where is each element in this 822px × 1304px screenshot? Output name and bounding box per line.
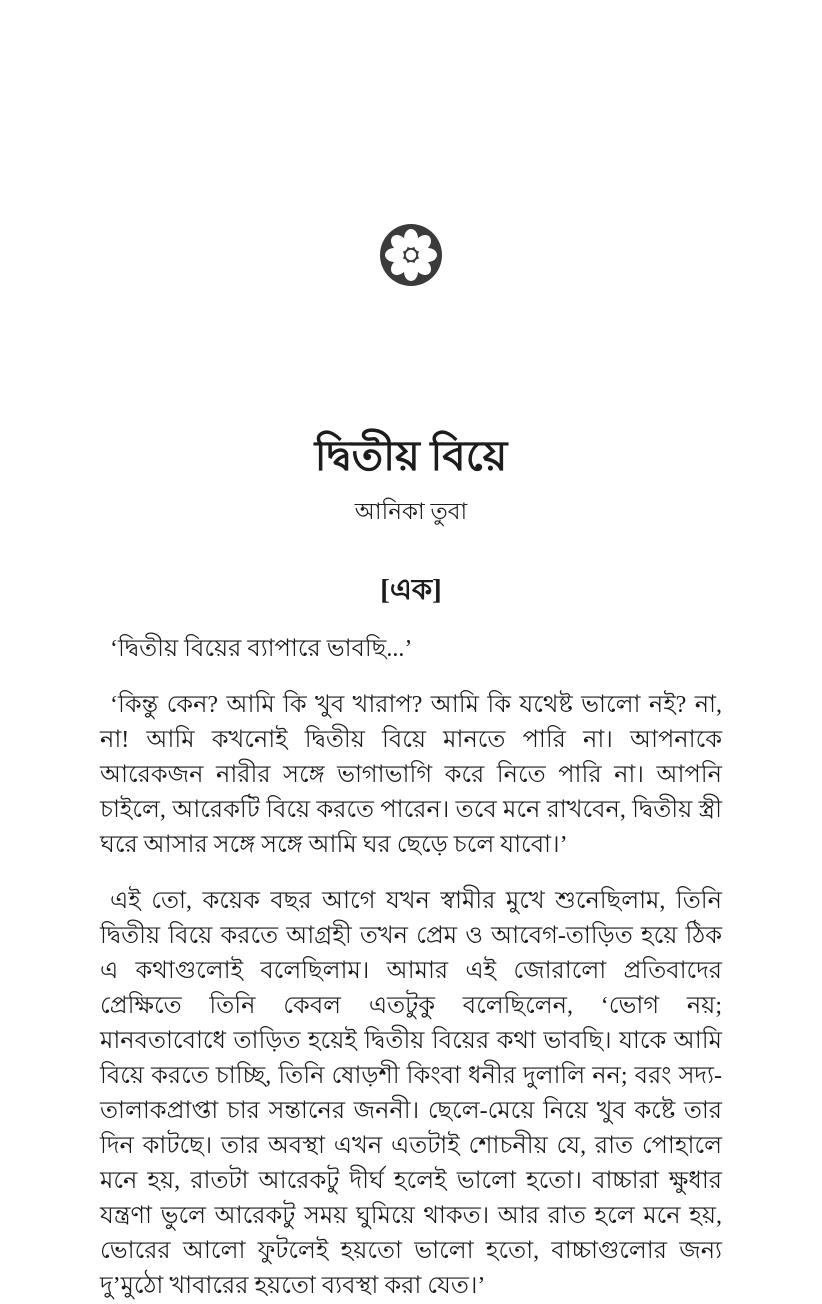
section-heading: [এক] xyxy=(380,574,442,607)
paragraph-wife-quote: ‘কিন্তু কেন? আমি কি খুব খারাপ? আমি কি যথেষ্ট ভালো নই? না, না! আমি কখনোই দ্বিতীয় বিয়ে মানতে পারি না। আপনাকে আরেকজন নারীর সঙ্গে ভাগাভাগি করে নিতে পারি না। আপনি চাইলে, আরেকটি বিয়ে করতে পারেন। তবে মনে রাখবেন, দ্বিতীয় স্ত্রী ঘরে আসার সঙ্গে সঙ্গে আমি ঘর ছেড়ে চলে যাবো।’ xyxy=(100,691,722,858)
flower-ornament-icon xyxy=(378,222,444,293)
author-name: আনিকা তুবা xyxy=(354,498,468,524)
book-title: দ্বিতীয় বিয়ে xyxy=(314,434,508,480)
ornament-container xyxy=(0,0,822,293)
paragraph-narration: এই তো, কয়েক বছর আগে যখন স্বামীর মুখে শুনেছিলাম, তিনি দ্বিতীয় বিয়ে করতে আগ্রহী তখন প্রেম ও আবেগ-তাড়িত হয়ে ঠিক এ কথাগুলোই বলেছিলাম। আমার এই জোরালো প্রতিবাদের প্রেক্ষিতে তিনি কেবল এতটুকু বলেছিলেন, ‘ভোগ নয়; মানবতাবোধে তাড়িত হয়েই দ্বিতীয় বিয়ের কথা ভাবছি। যাকে আমি বিয়ে করতে চাচ্ছি, তিনি ষোড়শী কিংবা ধনীর দুলালি নন; বরং সদ্য-তালাকপ্রাপ্তা চার সন্তানের জননী। ছেলে-মেয়ে নিয়ে খুব কষ্টে তার দিন কাটছে। তার অবস্থা এখন এতটাই শোচনীয় যে, রাত পোহালে মনে হয়, রাতটা আরেকটু দীর্ঘ হলেই ভালো হতো। বাচ্চারা ক্ষুধার যন্ত্রণা ভুলে আরেকটু সময় ঘুমিয়ে থাকত। আর রাত হলে মনে হয়, ভোরের আলো ফুটলেই হয়তো ভালো হতো, বাচ্চাগুলোর জন্য দু’মুঠো খাবারের হয়তো ব্যবস্থা করা যেত।’ xyxy=(100,887,722,1299)
body-text xyxy=(100,632,722,1304)
paragraph-quote-opening: ‘দ্বিতীয় বিয়ের ব্যাপারে ভাবছি...’ xyxy=(110,635,413,662)
